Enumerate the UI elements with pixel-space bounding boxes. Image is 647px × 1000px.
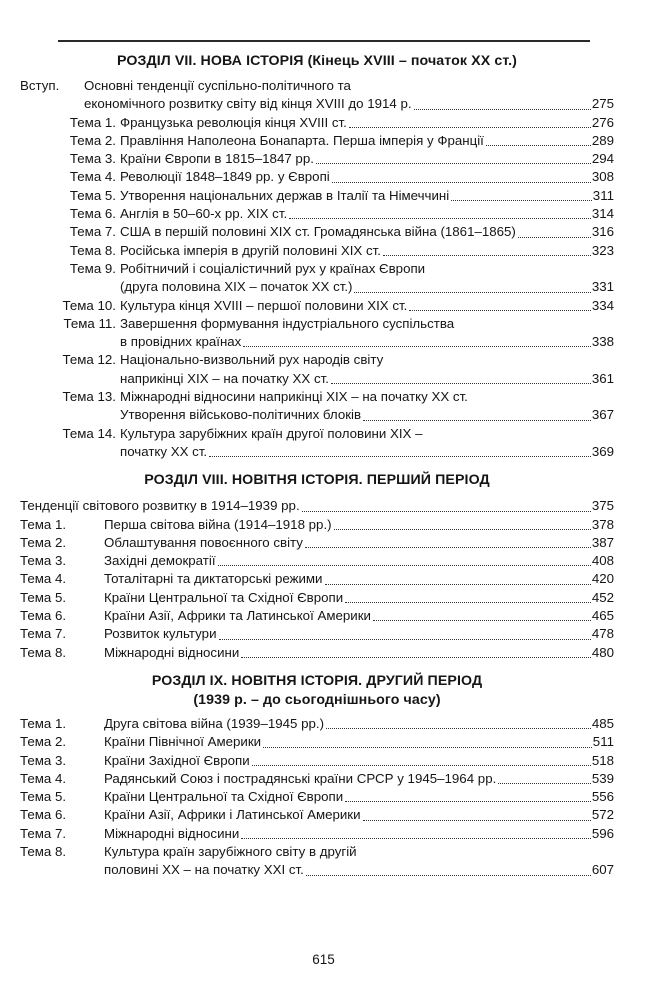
toc-entry-label: Тема 2. xyxy=(69,132,116,148)
toc-entry-page: 289 xyxy=(591,132,614,148)
toc-entry-body xyxy=(104,733,614,751)
toc-entry-last-line xyxy=(104,770,614,788)
toc-entry-body xyxy=(120,260,614,297)
section-heading-line: РОЗДІЛ IX. НОВІТНЯ ІСТОРІЯ. ДРУГИЙ ПЕРІОД xyxy=(151,672,483,689)
toc-entry-label: Тема 6. xyxy=(20,608,67,624)
toc-entry-page: 361 xyxy=(591,370,614,386)
toc-entry-body xyxy=(120,132,614,150)
toc-entry xyxy=(20,114,614,132)
dot-leader xyxy=(354,291,590,293)
section-7 xyxy=(20,52,614,461)
toc-entry-title-line: Країни Азії, Африки і Латинської Америки xyxy=(104,807,361,823)
toc-entry-label: Тема 5. xyxy=(20,789,67,805)
section-heading xyxy=(20,52,614,71)
toc-entry-page: 556 xyxy=(591,789,614,805)
toc-entry xyxy=(20,187,614,205)
dot-leader xyxy=(325,583,591,585)
dot-leader xyxy=(518,236,591,238)
toc-entry xyxy=(20,315,614,352)
toc-entry-page: 294 xyxy=(591,151,614,167)
toc-entry-title-line: Західні демократії xyxy=(104,553,216,569)
dot-leader xyxy=(349,126,591,128)
toc-entry-page: 387 xyxy=(591,534,614,550)
toc-entry-last-line xyxy=(120,114,614,132)
toc-entry-body xyxy=(104,570,614,588)
toc-entry-body xyxy=(120,187,614,205)
toc-entry-last-line xyxy=(104,534,614,552)
toc-entry xyxy=(20,516,614,534)
dot-leader xyxy=(218,564,591,566)
toc-entry-body xyxy=(120,388,614,425)
toc-entry-last-line xyxy=(104,788,614,806)
toc-entry-title-line: Культура країн зарубіжного світу в другій xyxy=(104,843,357,859)
dot-leader xyxy=(241,656,591,658)
toc-entry xyxy=(20,625,614,643)
toc-entry-last-line xyxy=(20,497,614,515)
toc-entry-label: Тема 4. xyxy=(69,169,116,185)
toc-entry-title-line: економічного розвитку світу від кінця XVIII до 1914 р. xyxy=(84,96,412,112)
dot-leader xyxy=(332,181,591,183)
toc-entry-body xyxy=(120,223,614,241)
dot-leader xyxy=(241,837,591,839)
toc-entry-body xyxy=(104,552,614,570)
toc-entry-title-line: Французька революція кінця XVIII ст. xyxy=(120,114,347,130)
toc-entry-title-line: (друга половина XIX – початок XX ст.) xyxy=(120,279,353,295)
toc-entry-body xyxy=(104,788,614,806)
toc-entry-page: 308 xyxy=(591,169,614,185)
toc-entry-last-line xyxy=(104,552,614,570)
toc-entry xyxy=(20,570,614,588)
dot-leader xyxy=(331,382,591,384)
toc-entry-title-line: Тенденції світового розвитку в 1914–1939 рр. xyxy=(20,498,300,514)
toc-entry xyxy=(20,752,614,770)
dot-leader xyxy=(289,217,591,219)
dot-leader xyxy=(243,345,590,347)
toc-entry xyxy=(20,132,614,150)
toc-entry-label: Тема 7. xyxy=(20,825,67,841)
toc-entry-title-line: наприкінці XIX – на початку XX ст. xyxy=(120,370,329,386)
toc-entry xyxy=(20,297,614,315)
toc-entry-title-line: Революції 1848–1849 рр. у Європі xyxy=(120,169,330,185)
toc-entry-last-line xyxy=(104,516,614,534)
toc-entry-label: Тема 6. xyxy=(69,206,116,222)
toc-entry xyxy=(20,534,614,552)
toc-entry-last-line xyxy=(120,278,614,296)
toc-entry-title-line: половині XX – на початку XXI ст. xyxy=(104,862,304,878)
toc-entry-title-line: Країни Західної Європи xyxy=(104,752,250,768)
dot-leader xyxy=(345,601,591,603)
toc-entry-page: 275 xyxy=(591,96,614,112)
section-entries xyxy=(20,497,614,662)
dot-leader xyxy=(345,800,591,802)
toc-entry-label: Тема 9. xyxy=(69,260,116,276)
toc-entry-title-line: Друга світова війна (1939–1945 рр.) xyxy=(104,715,325,731)
dot-leader xyxy=(305,546,591,548)
toc-entry xyxy=(20,607,614,625)
toc-entry-title-line: США в першій половині XIX ст. Громадянська війна (1861–1865) xyxy=(120,224,516,240)
toc-entry-title-line: Правління Наполеона Бонапарта. Перша імперія у Франції xyxy=(120,132,484,148)
toc-entry-body xyxy=(104,825,614,843)
toc-entry-page: 334 xyxy=(591,297,614,313)
dot-leader xyxy=(373,619,591,621)
toc-entry-label: Тема 2. xyxy=(20,734,67,750)
toc-entry-title-line: початку XX ст. xyxy=(120,443,208,459)
toc-entry-body xyxy=(104,534,614,552)
toc-entry-last-line xyxy=(104,625,614,643)
toc-entry-last-line xyxy=(84,95,614,113)
toc-entry-last-line xyxy=(104,806,614,824)
dot-leader xyxy=(363,419,591,421)
toc-entry-title-line: Країни Центральної та Східної Європи xyxy=(104,589,344,605)
toc-entry-body xyxy=(84,77,614,114)
toc-entry xyxy=(20,589,614,607)
toc-entry-title-line: Міжнародні відносини xyxy=(104,825,240,841)
toc-entry-label: Тема 6. xyxy=(20,807,67,823)
toc-entry-page: 607 xyxy=(591,862,614,878)
toc-entry-title-line: Облаштування повоєнного світу xyxy=(104,534,303,550)
toc-entry-page: 518 xyxy=(591,752,614,768)
toc-entry-page: 465 xyxy=(591,608,614,624)
toc-entry-title-line: Міжнародні відносини xyxy=(104,644,240,660)
toc-entry xyxy=(20,388,614,425)
toc-entry-last-line xyxy=(104,752,614,770)
toc-entry-page: 276 xyxy=(591,114,614,130)
toc-entry-page: 323 xyxy=(591,242,614,258)
toc-entry-title-line: Англія в 50–60-х рр. XIX ст. xyxy=(120,206,288,222)
toc-entry-label: Тема 10. xyxy=(62,297,116,313)
toc-entry-body xyxy=(104,770,614,788)
toc-entry-page: 316 xyxy=(591,224,614,240)
toc-entry xyxy=(20,205,614,223)
toc-entry-body xyxy=(104,806,614,824)
toc-entry-page: 378 xyxy=(591,516,614,532)
dot-leader xyxy=(486,144,591,146)
dot-leader xyxy=(334,528,591,530)
toc-entry xyxy=(20,77,614,114)
toc-entry-page: 314 xyxy=(591,206,614,222)
toc-entry-last-line xyxy=(104,861,614,879)
toc-entry-page: 485 xyxy=(591,715,614,731)
toc-entry-body xyxy=(120,297,614,315)
toc-entry-page: 408 xyxy=(591,553,614,569)
toc-entry-label: Тема 5. xyxy=(69,187,116,203)
toc-entry-label: Тема 1. xyxy=(69,114,116,130)
toc-entry-last-line xyxy=(104,733,614,751)
dot-leader xyxy=(363,819,591,821)
toc-entry xyxy=(20,497,614,515)
toc-entry-last-line xyxy=(120,223,614,241)
toc-entry-title-line: Країни Європи в 1815–1847 рр. xyxy=(120,151,314,167)
toc-entry xyxy=(20,168,614,186)
dot-leader xyxy=(326,727,591,729)
toc-entry xyxy=(20,733,614,751)
toc-entry-label: Тема 1. xyxy=(20,516,67,532)
section-heading-line: РОЗДІЛ VII. НОВА ІСТОРІЯ (Кінець XVIII – початок XX ст.) xyxy=(116,53,517,69)
section-8 xyxy=(20,471,614,662)
toc-entry-label: Тема 2. xyxy=(20,534,67,550)
toc-entry-label: Тема 3. xyxy=(20,553,67,569)
toc-entry-page: 511 xyxy=(592,734,614,750)
toc-entry-body xyxy=(120,114,614,132)
toc-entry-title-line: Культура кінця XVIII – першої половини XIX ст. xyxy=(120,297,408,313)
top-rule xyxy=(58,40,590,42)
toc-entry-title-line: Перша світова війна (1914–1918 рр.) xyxy=(104,516,332,532)
toc-entry-last-line xyxy=(104,644,614,662)
toc-entry-label: Тема 8. xyxy=(20,644,67,660)
toc-entry-label: Вступ. xyxy=(20,78,60,93)
toc-entry-label: Тема 7. xyxy=(20,626,67,642)
toc-entry-title-line: Тоталітарні та диктаторські режими xyxy=(104,571,323,587)
toc-entry-last-line xyxy=(120,242,614,260)
toc-entry-body xyxy=(104,625,614,643)
toc-entry xyxy=(20,715,614,733)
toc-entry-label: Тема 7. xyxy=(69,224,116,240)
toc-entry xyxy=(20,150,614,168)
toc-entry-body xyxy=(104,715,614,733)
toc-entry-last-line xyxy=(104,607,614,625)
toc-entry-body xyxy=(120,315,614,352)
toc-entry-last-line xyxy=(104,825,614,843)
dot-leader xyxy=(263,746,592,748)
toc-entry-body xyxy=(120,168,614,186)
toc-entry-title-line: Основні тенденції суспільно-політичного та xyxy=(84,78,351,93)
toc-entry-body xyxy=(104,516,614,534)
toc-entry-page: 338 xyxy=(591,334,614,350)
dot-leader xyxy=(414,108,591,110)
toc-entry-label: Тема 3. xyxy=(69,151,116,167)
dot-leader xyxy=(219,638,591,640)
toc-entry-title-line: Утворення національних держав в Італії та Німеччині xyxy=(120,187,450,203)
toc-entry-body xyxy=(104,843,614,880)
dot-leader xyxy=(451,199,592,201)
toc-entry-page: 539 xyxy=(591,770,614,786)
toc-entry-last-line xyxy=(120,297,614,315)
toc-entry-page: 367 xyxy=(591,407,614,423)
toc-entry-title-line: Національно-визвольний рух народів світу xyxy=(120,352,384,368)
toc-entry xyxy=(20,223,614,241)
page-number: 615 xyxy=(312,952,335,967)
toc-entry-body xyxy=(120,425,614,462)
toc-entry-label: Тема 1. xyxy=(20,715,67,731)
dot-leader xyxy=(302,510,591,512)
toc-entry-title-line: Радянський Союз і пострадянські країни СРСР у 1945–1964 рр. xyxy=(104,770,497,786)
toc-entry xyxy=(20,770,614,788)
toc-entry-label: Тема 8. xyxy=(20,843,67,859)
toc-entry-last-line xyxy=(120,168,614,186)
table-of-contents xyxy=(20,50,614,880)
toc-entry xyxy=(20,242,614,260)
toc-entry xyxy=(20,825,614,843)
toc-entry-title-line: Країни Північної Америки xyxy=(104,734,262,750)
toc-entry-body xyxy=(120,242,614,260)
toc-entry-page: 375 xyxy=(591,498,614,514)
toc-entry xyxy=(20,644,614,662)
section-heading-subline: (1939 р. – до сьогоднішнього часу) xyxy=(193,691,441,708)
toc-entry xyxy=(20,351,614,388)
toc-entry-title-line: Країни Центральної та Східної Європи xyxy=(104,789,344,805)
toc-entry-page: 480 xyxy=(591,644,614,660)
toc-entry-body xyxy=(104,752,614,770)
toc-entry-body xyxy=(120,150,614,168)
toc-entry-label: Тема 12. xyxy=(62,352,116,368)
toc-entry-body xyxy=(120,351,614,388)
toc-entry xyxy=(20,260,614,297)
toc-entry-last-line xyxy=(120,443,614,461)
toc-entry-label: Тема 4. xyxy=(20,571,67,587)
toc-entry-title-line: Міжнародні відносини наприкінці XIX – на початку XX ст. xyxy=(120,389,468,405)
toc-entry-body xyxy=(104,589,614,607)
dot-leader xyxy=(252,764,591,766)
toc-entry-body xyxy=(104,644,614,662)
toc-entry-page: 478 xyxy=(591,626,614,642)
section-heading xyxy=(20,471,614,490)
toc-entry xyxy=(20,843,614,880)
toc-entry-title-line: Російська імперія в другій половині XIX ст. xyxy=(120,242,381,258)
section-9 xyxy=(20,672,614,880)
toc-entry-last-line xyxy=(104,570,614,588)
toc-entry-label: Тема 5. xyxy=(20,589,67,605)
toc-entry-label: Тема 14. xyxy=(62,425,116,441)
section-entries xyxy=(20,715,614,880)
section-entries xyxy=(20,77,614,461)
toc-entry-last-line xyxy=(120,205,614,223)
toc-entry-last-line xyxy=(104,589,614,607)
dot-leader xyxy=(209,455,591,457)
toc-entry xyxy=(20,425,614,462)
toc-entry-page: 572 xyxy=(591,807,614,823)
toc-entry-page: 311 xyxy=(592,187,614,203)
toc-entry-page: 420 xyxy=(591,571,614,587)
toc-entry-label: Тема 11. xyxy=(63,315,116,331)
toc-entry xyxy=(20,788,614,806)
toc-entry-label: Тема 4. xyxy=(20,770,67,786)
toc-entry-last-line xyxy=(120,333,614,351)
toc-entry-last-line xyxy=(120,187,614,205)
toc-entry-page: 452 xyxy=(591,589,614,605)
dot-leader xyxy=(409,309,591,311)
toc-entry-title-line: Розвиток культури xyxy=(104,626,217,642)
section-heading xyxy=(20,672,614,710)
toc-entry-body xyxy=(104,607,614,625)
dot-leader xyxy=(498,782,591,784)
toc-entry-body xyxy=(20,497,614,515)
toc-entry-title-line: Завершення формування індустріального суспільства xyxy=(120,315,455,331)
toc-entry xyxy=(20,806,614,824)
toc-entry-title-line: Робітничий і соціалістичний рух у країнах Європи xyxy=(120,260,426,276)
dot-leader xyxy=(383,254,591,256)
toc-entry-page: 331 xyxy=(591,279,614,295)
toc-entry-last-line xyxy=(120,150,614,168)
toc-entry-page: 596 xyxy=(591,825,614,841)
toc-entry-title-line: Культура зарубіжних країн другої половини XIX – xyxy=(120,425,423,441)
toc-entry-label: Тема 13. xyxy=(62,389,116,405)
toc-entry-body xyxy=(120,205,614,223)
toc-entry-label: Тема 8. xyxy=(69,242,116,258)
toc-entry-title-line: в провідних країнах xyxy=(120,334,242,350)
toc-entry-title-line: Утворення військово-політичних блоків xyxy=(120,407,362,423)
toc-entry-title-line: Країни Азії, Африки та Латинської Америки xyxy=(104,608,371,624)
toc-entry-label: Тема 3. xyxy=(20,752,67,768)
toc-entry xyxy=(20,552,614,570)
dot-leader xyxy=(306,874,591,876)
toc-entry-page: 369 xyxy=(591,443,614,459)
section-heading-line: РОЗДІЛ VIII. НОВІТНЯ ІСТОРІЯ. ПЕРШИЙ ПЕРІОД xyxy=(144,472,490,489)
toc-entry-last-line xyxy=(120,370,614,388)
toc-entry-last-line xyxy=(120,406,614,424)
toc-entry-last-line xyxy=(120,132,614,150)
dot-leader xyxy=(316,162,591,164)
toc-entry-last-line xyxy=(104,715,614,733)
